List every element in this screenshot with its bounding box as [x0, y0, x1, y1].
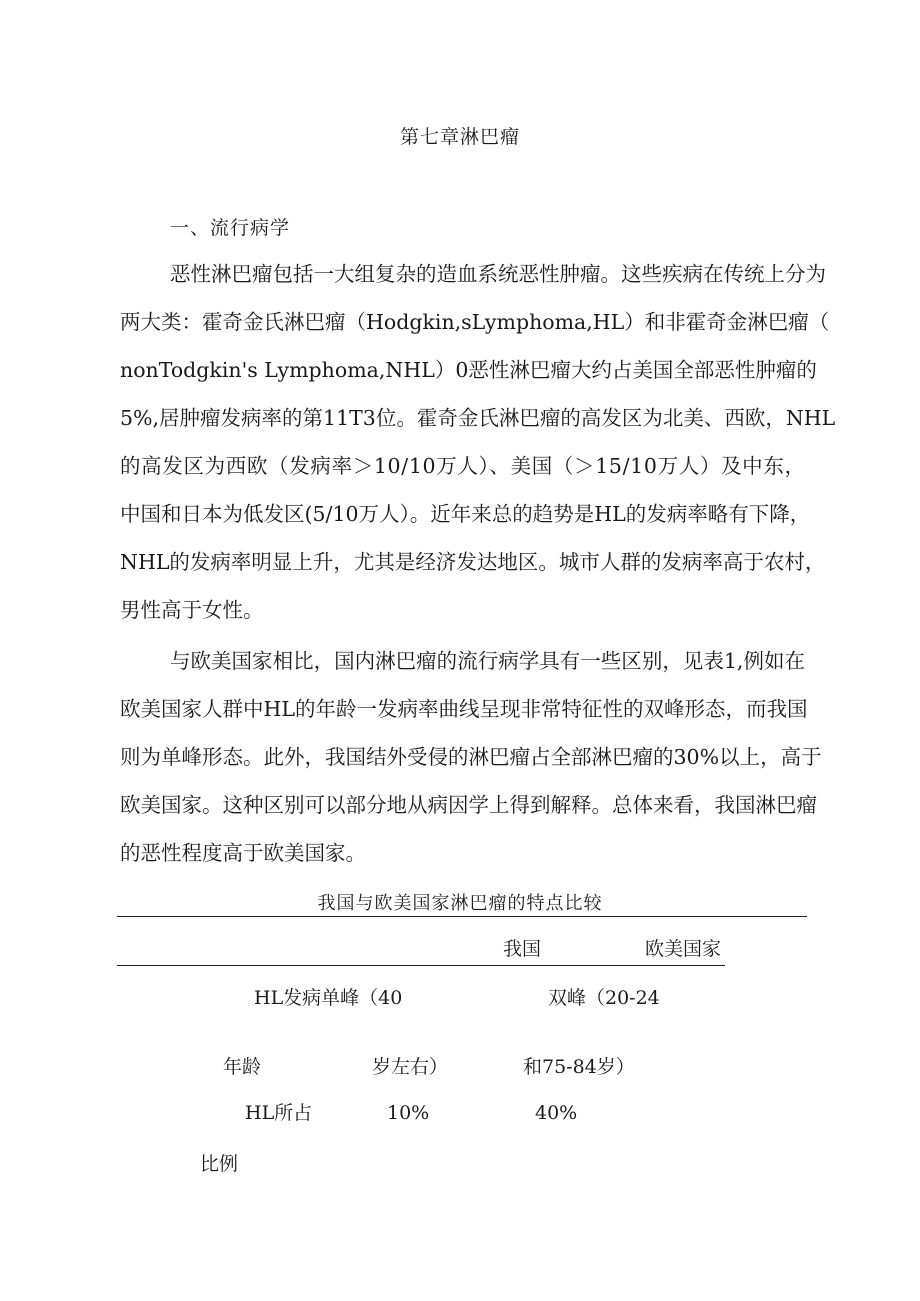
row1-label-bottom: 年龄	[223, 1056, 262, 1078]
table-header-rule	[117, 965, 725, 966]
paragraph-1-line-2: 两大类：霍奇金氏淋巴瘤（Hodgkin,sLymphoma,HL）和非霍奇金淋巴瘤（	[120, 310, 830, 334]
row1-west-top: 双峰（20-24	[548, 987, 660, 1009]
section-heading: 一、流行病学	[170, 217, 291, 239]
table-top-rule	[117, 916, 807, 917]
paragraph-1-line-3: nonTodgkin's Lymphoma,NHL）0恶性淋巴瘤大约占美国全部恶性肿瘤的	[120, 358, 817, 382]
row1-west-bottom: 和75-84岁）	[523, 1056, 635, 1078]
row2-china: 10%	[387, 1102, 430, 1124]
paragraph-1-line-4: 5%,居肿瘤发病率的第11T3位。霍奇金氏淋巴瘤的高发区为北美、西欧，NHL	[120, 406, 836, 430]
paragraph-2-line-4: 欧美国家。这种区别可以部分地从病因学上得到解释。总体来看，我国淋巴瘤	[120, 793, 817, 817]
paragraph-2-line-2: 欧美国家人群中HL的年龄一发病率曲线呈现非常特征性的双峰形态，而我国	[120, 697, 808, 721]
paragraph-1-line-7: NHL的发病率明显上升，尤其是经济发达地区。城市人群的发病率高于农村，	[120, 550, 826, 574]
row2-west: 40%	[535, 1102, 578, 1124]
paragraph-1-line-1: 恶性淋巴瘤包括一大组复杂的造血系统恶性肿瘤。这些疾病在传统上分为	[170, 262, 826, 286]
header-china: 我国	[503, 938, 542, 960]
paragraph-2-line-1: 与欧美国家相比，国内淋巴瘤的流行病学具有一些区别，见表1,例如在	[170, 649, 806, 673]
paragraph-2-line-5: 的恶性程度高于欧美国家。	[120, 841, 366, 865]
paragraph-1-line-8: 男性高于女性。	[120, 598, 264, 622]
paragraph-2-line-3: 则为单峰形态。此外，我国结外受侵的淋巴瘤占全部淋巴瘤的30%以上，高于	[120, 745, 822, 769]
header-west: 欧美国家	[645, 938, 722, 960]
page-title: 第七章淋巴瘤	[399, 126, 520, 148]
row1-label-top: HL发病单峰（40	[254, 987, 403, 1009]
paragraph-1-line-6: 中国和日本为低发区(5/10万人）。近年来总的趋势是HL的发病率略有下降，	[120, 502, 811, 526]
table-caption: 我国与欧美国家淋巴瘤的特点比较	[317, 893, 603, 914]
row1-china-bottom: 岁左右）	[372, 1056, 449, 1078]
row2-label-top: HL所占	[245, 1102, 313, 1124]
paragraph-1-line-5: 的高发区为西欧（发病率＞10/10万人）、美国（＞15/10万人）及中东，	[120, 454, 806, 478]
row2-label-bottom: 比例	[200, 1153, 239, 1175]
